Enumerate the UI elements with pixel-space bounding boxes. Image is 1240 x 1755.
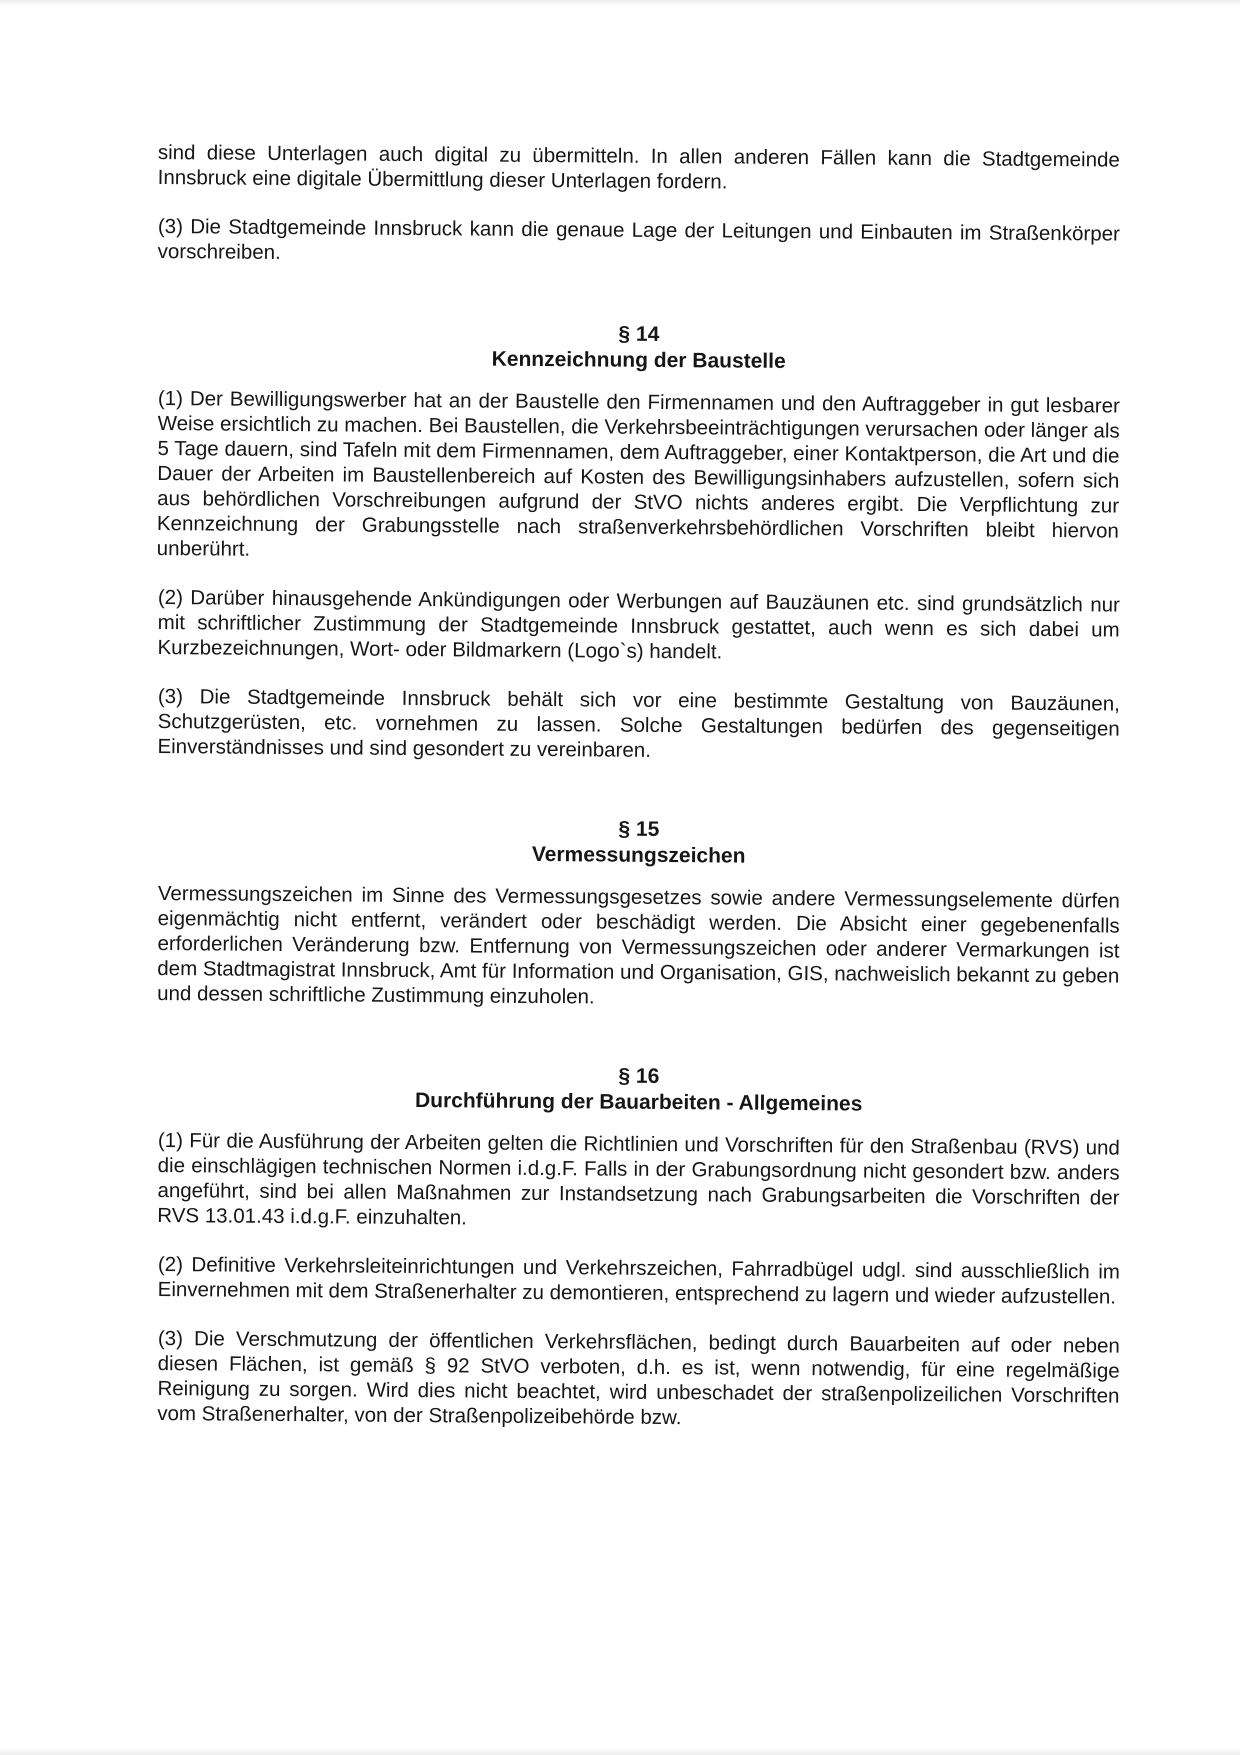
section-16-paragraph-1: (1) Für die Ausführung der Arbeiten gelten die Richtlinien und Vorschriften für den Straßenbau (RVS) und die einschlägigen technischen Normen i.d.g.F. Falls in der Grabungsordnung nicht gesondert bzw. anders angeführt, sind bei allen Maßnahmen zur Instandsetzung nach Grabungsarbeiten die Vorschriften der RVS 13.01.43 i.d.g.F. einzuhalten. [157, 1129, 1120, 1230]
section-16-paragraph-2: (2) Definitive Verkehrsleiteinrichtungen und Verkehrszeichen, Fahrradbügel udgl. sind ausschließlich im Einvernehmen mit dem Straßenerhalter zu demontieren, entsprechend zu lagern und wieder aufzustellen. [157, 1253, 1120, 1309]
section-16-heading [158, 1060, 1120, 1120]
section-16-title: Durchführung der Bauarbeiten - Allgemeines [414, 1089, 863, 1116]
section-15-title: Vermessungszeichen [531, 842, 746, 868]
section-15-paragraph-1: Vermessungszeichen im Sinne des Vermessungsgesetzes sowie andere Vermessungselemente dürfen eigenmächtig nicht entfernt, verändert oder beschädigt werden. Die Absicht einer gegebenenfalls erforderlichen Veränderung bzw. Entfernung von Vermessungszeichen oder anderer Vermarkungen ist dem Stadtmagistrat Innsbruck, Amt für Information und Organisation, GIS, nachweislich bekannt zu geben und dessen schriftliche Zustimmung einzuholen. [157, 881, 1120, 1009]
section-14-paragraph-2: (2) Darüber hinausgehende Ankündigungen oder Werbungen auf Bauzäunen etc. sind grundsätzlich nur mit schriftlicher Zustimmung der Stadtgemeinde Innsbruck gestattet, auch wenn es sich dabei um Kurzbezeichnungen, Wort- oder Bildmarkern (Logo`s) handelt. [157, 586, 1120, 664]
section-15-heading [158, 813, 1120, 873]
scan-top-edge [0, 0, 1240, 6]
section-14-paragraph-1: (1) Der Bewilligungswerber hat an der Baustelle den Firmennamen und den Auftraggeber in gut lesbarer Weise ersichtlich zu machen. Bei Baustellen, die Verkehrsbeeinträchtigungen verursachen oder länger als 5 Tage dauern, sind Tafeln mit dem Firmennamen, dem Auftraggeber, einer Kontaktperson, die Art und die Dauer der Arbeiten im Baustellenbereich auf Kosten des Bewilligungsinhabers aufzustellen, sofern sich aus behördlichen Vorschreibungen aufgrund der StVO nichts anderes ergibt. Die Verpflichtung zur Kennzeichnung der Grabungsstelle nach straßenverkehrsbehördlichen Vorschriften bleibt hiervon unberührt. [156, 386, 1120, 561]
continuation-paragraph-1: sind diese Unterlagen auch digital zu übermitteln. In allen anderen Fällen kann die Stadtgemeinde Innsbruck eine digitale Übermittlung dieser Unterlagen fordern. [157, 140, 1120, 194]
continuation-paragraph-2: (3) Die Stadtgemeinde Innsbruck kann die genaue Lage der Leitungen und Einbauten im Straßenkörper vorschreiben. [157, 214, 1120, 264]
section-14-paragraph-3: (3) Die Stadtgemeinde Innsbruck behält sich vor eine bestimmte Gestaltung von Bauzäunen, Schutzgerüsten, etc. vornehmen zu lassen. Solche Gestaltungen bedürfen des gegenseitigen Einverständnisses und sind gesondert zu vereinbaren. [157, 684, 1120, 762]
scan-bottom-edge [0, 1747, 1240, 1755]
section-14-number: § 14 [618, 322, 660, 346]
section-14-heading [158, 318, 1120, 378]
document-body [158, 140, 1120, 1450]
section-14-title: Kennzeichnung der Baustelle [491, 347, 786, 373]
section-16-paragraph-3: (3) Die Verschmutzung der öffentlichen Verkehrsflächen, bedingt durch Bauarbeiten auf oder neben diesen Flächen, ist gemäß § 92 StVO verboten, d.h. es ist, wenn notwendig, für eine regelmäßige Reinigung zu sorgen. Wird dies nicht beachtet, wird unbeschadet der straßenpolizeilichen Vorschriften vom Straßenerhalter, von der Straßenpolizeibehörde bzw. [157, 1327, 1120, 1430]
section-16-number: § 16 [618, 1064, 660, 1088]
section-15-number: § 15 [618, 817, 660, 841]
